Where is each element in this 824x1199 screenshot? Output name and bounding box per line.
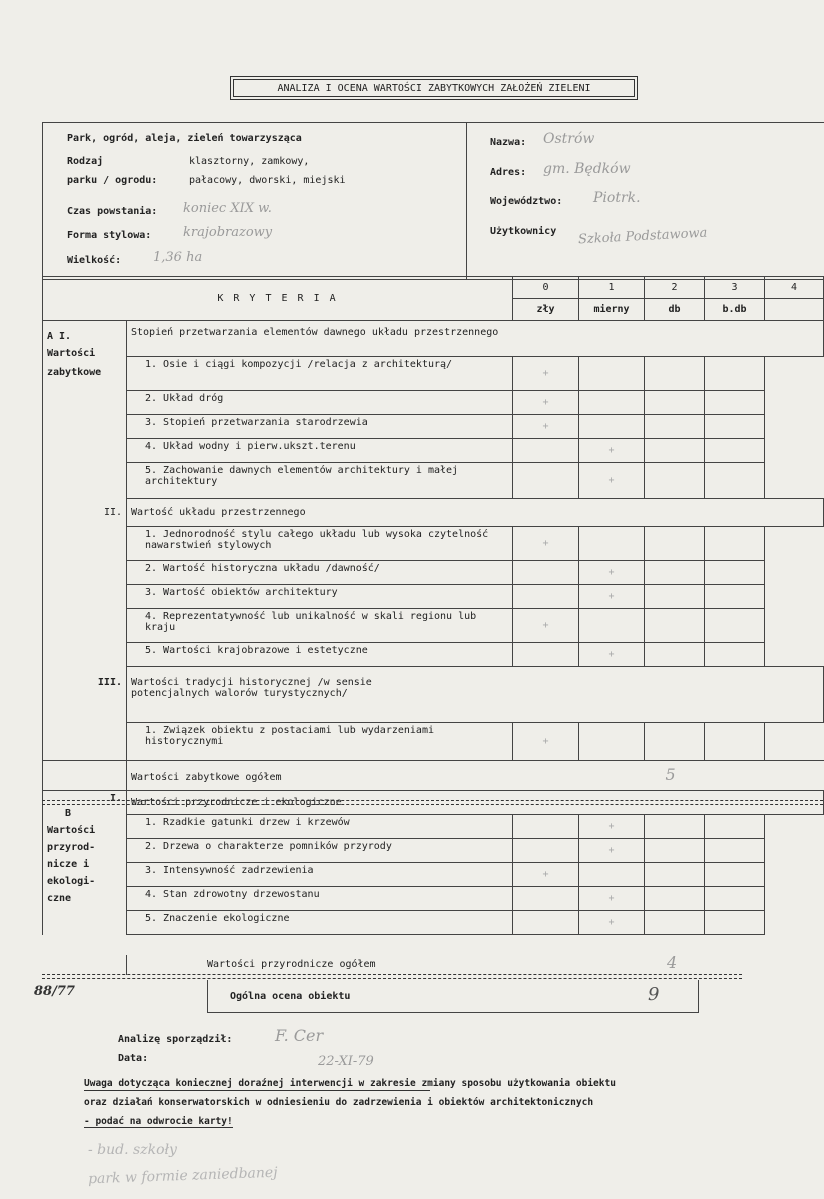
section-b-label-2: przyrod- (47, 842, 96, 853)
score-cell-1: + (579, 439, 645, 463)
section-a-label-2: zabytkowe (47, 367, 102, 378)
criterion-row (43, 415, 824, 439)
criterion-label: 1. Jednorodność stylu całego układu lub wysoka czytelność nawarstwień stylowych (127, 527, 513, 561)
criterion-label: 5. Znaczenie ekologiczne (127, 911, 513, 935)
col-header-4: 4 (765, 277, 824, 299)
form-title (230, 76, 638, 100)
section-a-total-row (43, 761, 824, 791)
criterion-row (43, 839, 824, 863)
section-b-total-label: Wartości przyrodnicze ogółem (207, 959, 376, 970)
subcol-3: b.db (705, 299, 765, 321)
score-cell-1: + (579, 561, 645, 585)
score-cell-1: + (579, 887, 645, 911)
group-a3-title: Wartości tradycji historycznej /w sensie potencjalnych walorów turystycznych/ (127, 667, 824, 723)
criterion-row (43, 609, 824, 643)
czas-value: koniec XIX w. (183, 201, 272, 216)
criterion-row (43, 911, 824, 935)
note-underline (84, 1090, 430, 1091)
section-b-letter: B (65, 808, 72, 819)
criterion-label: 1. Związek obiektu z postaciami lub wydarzeniami historycznymi (127, 723, 513, 761)
header-divider (466, 123, 467, 279)
note-line-2: oraz działań konserwatorskich w odniesieniu do zadrzewienia i obiektów architektonicznych (84, 1097, 594, 1108)
group-a1-title-row (43, 321, 824, 357)
score-cell-0: + (513, 723, 579, 761)
nazwa-label: Nazwa: (490, 137, 527, 148)
col-header-2: 2 (645, 277, 705, 299)
subcol-4 (765, 299, 824, 321)
group-a3-title-row (43, 667, 824, 723)
score-cell-1: + (579, 815, 645, 839)
col-header-1: 1 (579, 277, 645, 299)
criterion-row (43, 391, 824, 415)
score-cell-0: + (513, 527, 579, 561)
score-cell-1: + (579, 839, 645, 863)
wielkosc-value: 1,36 ha (153, 250, 203, 265)
group-a2-title-row (43, 499, 824, 527)
criterion-row (43, 815, 824, 839)
score-cell-0: + (513, 863, 579, 887)
criterion-row (43, 643, 824, 667)
form-title-text: ANALIZA I OCENA WARTOŚCI ZABYTKOWYCH ZAŁOŻEŃ ZIELENI (277, 82, 591, 94)
score-cell-0: + (513, 415, 579, 439)
overall-box (207, 980, 699, 1013)
handwritten-note-1: - bud. szkoły (88, 1142, 177, 1158)
subcol-2: db (645, 299, 705, 321)
criterion-label: 5. Wartości krajobrazowe i estetyczne (127, 643, 513, 667)
section-b-label-5: czne (47, 893, 72, 904)
group-a2-num: II. (43, 499, 127, 527)
note-line-1: Uwaga dotycząca koniecznej doraźnej interwencji w zakresie zmiany sposobu użytkowania obiektu (84, 1078, 616, 1089)
score-cell-1: + (579, 911, 645, 935)
rodzaj-options-2: pałacowy, dworski, miejski (189, 175, 346, 186)
forma-label: Forma stylowa: (67, 230, 152, 241)
group-a3-num: III. (43, 667, 127, 723)
criterion-row (43, 357, 824, 391)
wojewodztwo-label: Województwo: (490, 196, 563, 207)
analyst-value: F. Cer (275, 1026, 324, 1045)
section-a-label (43, 321, 127, 499)
subcol-0: zły (513, 299, 579, 321)
overall-value: 9 (648, 984, 660, 1005)
section-a-total-value: 5 (665, 764, 676, 784)
criterion-label: 2. Wartość historyczna układu /dawność/ (127, 561, 513, 585)
forma-value: krajobrazowy (183, 225, 273, 240)
subcol-1: mierny (579, 299, 645, 321)
criterion-label: 3. Stopień przetwarzania starodrzewia (127, 415, 513, 439)
date-value: 22-XI-79 (318, 1054, 374, 1069)
criterion-label: 2. Drzewa o charakterze pomników przyrody (127, 839, 513, 863)
note-line-3: - podać na odwrocie karty! (84, 1116, 233, 1127)
section-divider (42, 800, 823, 805)
uzytkownicy-label: Użytkownicy (490, 226, 557, 237)
score-cell-0: + (513, 609, 579, 643)
criterion-label: 5. Zachowanie dawnych elementów architektury i małej architektury (127, 463, 513, 499)
criterion-label: 1. Osie i ciągi kompozycji /relacja z architekturą/ (127, 357, 513, 391)
date-label: Data: (118, 1053, 149, 1064)
score-cell-0: + (513, 357, 579, 391)
criterion-row (43, 439, 824, 463)
criterion-row (43, 887, 824, 911)
criterion-row (43, 723, 824, 761)
col-header-0: 0 (513, 277, 579, 299)
section-b-label (43, 791, 127, 935)
adres-label: Adres: (490, 167, 527, 178)
uzytkownicy-value: Szkoła Podstawowa (577, 225, 708, 248)
handwritten-note-2: park w formie zaniedbanej (87, 1164, 278, 1188)
group-a1-title: Stopień przetwarzania elementów dawnego układu przestrzennego (127, 321, 824, 357)
rodzaj-options-1: klasztorny, zamkowy, (189, 156, 310, 167)
criteria-header-row (43, 277, 824, 299)
score-cell-1: + (579, 643, 645, 667)
group-a2-title: Wartość układu przestrzennego (127, 499, 824, 527)
section-a-label-1: Wartości (47, 348, 96, 359)
score-cell-1: + (579, 585, 645, 609)
czas-label: Czas powstania: (67, 206, 158, 217)
overall-label: Ogólna ocena obiektu (230, 991, 351, 1002)
section-a-num: A I. (47, 331, 72, 342)
criterion-row (43, 527, 824, 561)
kryteria-label: K R Y T E R I A (43, 277, 513, 321)
criterion-row (43, 585, 824, 609)
criterion-row (43, 561, 824, 585)
park-label: Park, ogród, aleja, zieleń towarzysząca (67, 133, 302, 144)
score-cell-0: + (513, 391, 579, 415)
section-b-label-1: Wartości (47, 825, 96, 836)
criterion-label: 4. Układ wodny i pierw.ukszt.terenu (127, 439, 513, 463)
section-a-total-label: Wartości zabytkowe ogółem (131, 771, 282, 783)
wojewodztwo-value: Piotrk. (593, 190, 641, 206)
section-b-label-4: ekologi- (47, 876, 96, 887)
rodzaj-label-2: parku / ogrodu: (67, 175, 158, 186)
section-b-title: Wartości przyrodnicze i ekologiczne (127, 791, 824, 815)
header-box (42, 122, 824, 280)
wielkosc-label: Wielkość: (67, 255, 122, 266)
col-header-3: 3 (705, 277, 765, 299)
section-b-num: I. (109, 793, 122, 804)
criterion-label: 1. Rzadkie gatunki drzew i krzewów (127, 815, 513, 839)
criterion-row (43, 463, 824, 499)
criterion-label: 4. Reprezentatywność lub unikalność w skali regionu lub kraju (127, 609, 513, 643)
criterion-row (43, 863, 824, 887)
section-a-total (127, 761, 824, 791)
nazwa-value: Ostrów (543, 131, 595, 147)
rodzaj-label: Rodzaj (67, 156, 104, 167)
adres-value: gm. Będków (543, 161, 631, 177)
criterion-label: 4. Stan zdrowotny drzewostanu (127, 887, 513, 911)
section-b-label-3: nicze i (47, 859, 90, 870)
criteria-table (42, 276, 824, 935)
side-note: 88/77 (34, 984, 75, 999)
section-b-total-value: 4 (667, 953, 678, 972)
criterion-label: 2. Układ dróg (127, 391, 513, 415)
score-cell-1: + (579, 463, 645, 499)
criterion-label: 3. Wartość obiektów architektury (127, 585, 513, 609)
criterion-label: 3. Intensywność zadrzewienia (127, 863, 513, 887)
analyst-label: Analizę sporządził: (118, 1034, 233, 1045)
section-b-total (126, 955, 697, 975)
